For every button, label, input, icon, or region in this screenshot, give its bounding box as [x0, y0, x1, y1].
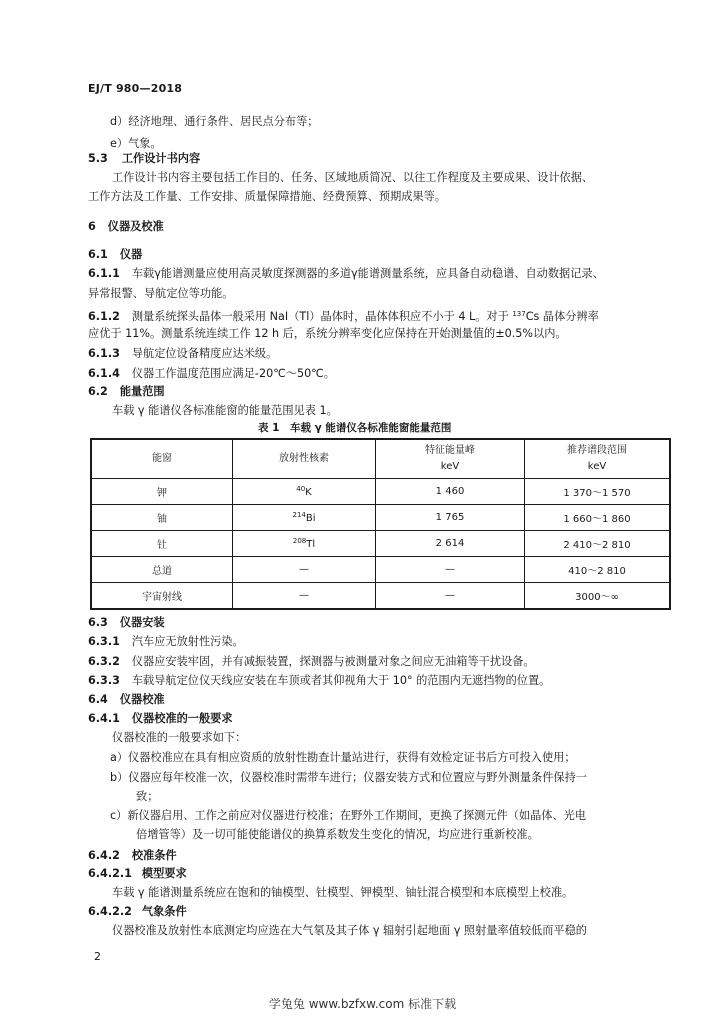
- section-number: 6: [88, 220, 96, 233]
- section-6-4-heading: [88, 692, 165, 707]
- section-6-4-2-1-heading: [88, 866, 187, 881]
- nuclide-symbol: Bi: [305, 513, 316, 524]
- clause-6-1-2: [88, 307, 599, 324]
- table-row: [91, 557, 670, 583]
- page-number: 2: [94, 950, 101, 963]
- paragraph-line: 应优于 11%。测量系统连续工作 12 h 后，系统分辨率变化应保持在开始测量值的±0.5%以内。: [88, 327, 567, 340]
- clause-text: 仪器工作温度范围应满足-20℃～50℃。: [131, 367, 335, 380]
- list-item-b-continued: 致；: [136, 790, 159, 803]
- list-item-a: a）仪器校准应在具有相应资质的放射性勘查计量站进行，获得有效检定证书后方可投入使用；: [110, 751, 576, 764]
- section-number: 6.4.1: [88, 712, 120, 725]
- section-title: 仪器安装: [119, 616, 165, 629]
- cell-nuclide: [233, 531, 376, 557]
- paragraph-line: 异常报警、导航定位等功能。: [88, 287, 234, 300]
- cell-peak: —: [376, 557, 525, 583]
- table-row: [91, 505, 670, 531]
- header-window: 能窗: [91, 439, 233, 479]
- cell-nuclide: —: [233, 557, 376, 583]
- table-row: [91, 479, 670, 505]
- cell-window: 总道: [91, 557, 233, 583]
- section-5-3-heading: [88, 151, 200, 166]
- clause-number: 6.1.2: [88, 310, 120, 323]
- section-6-4-2-2-heading: [88, 904, 187, 919]
- section-number: 6.4.2.1: [88, 867, 132, 880]
- section-number: 6.4: [88, 693, 108, 706]
- section-number: 6.4.2.2: [88, 905, 132, 918]
- cell-window: 宇宙射线: [91, 583, 233, 610]
- clause-text: 仪器应安装牢固，并有减振装置，探测器与被测量对象之间应无油箱等干扰设备。: [131, 655, 535, 668]
- cell-peak: 1 460: [376, 479, 525, 505]
- section-title: 模型要求: [141, 867, 187, 880]
- section-title: 能量范围: [119, 385, 165, 398]
- cell-range: 1 370～1 570: [525, 479, 671, 505]
- section-number: 5.3: [88, 152, 108, 165]
- section-title: 工作设计书内容: [121, 152, 201, 165]
- paragraph-line: 仪器校准及放射性本底测定均应选在大气氡及其子体 γ 辐射引起地面 γ 照射量率值较低而平稳的: [112, 924, 587, 937]
- header-peak-unit: keV: [440, 461, 460, 472]
- table-row: [91, 531, 670, 557]
- clause-6-1-1: [88, 266, 604, 281]
- section-title: 仪器及校准: [107, 220, 164, 233]
- clause-number: 6.1.4: [88, 367, 120, 380]
- section-6-3-heading: [88, 615, 165, 630]
- cell-nuclide: —: [233, 583, 376, 610]
- cell-window: 钾: [91, 479, 233, 505]
- section-6-2-heading: [88, 384, 165, 399]
- section-title: 仪器校准: [119, 693, 165, 706]
- header-range-label: 推荐谱段范围: [567, 445, 627, 456]
- clause-text: 汽车应无放射性污染。: [131, 635, 244, 648]
- clause-6-3-2: [88, 654, 535, 669]
- table-row: [91, 583, 670, 610]
- cell-range: 3000～∞: [525, 583, 671, 610]
- standard-code-header: EJ/T 980—2018: [88, 82, 183, 95]
- paragraph-line: 车载 γ 能谱仪各标准能窗的能量范围见表 1。: [112, 404, 338, 417]
- energy-window-table: [90, 438, 671, 610]
- mass-number: 208: [292, 537, 307, 545]
- section-6-1-heading: [88, 247, 142, 262]
- clause-number: 6.1.1: [88, 267, 120, 280]
- list-item-c-continued: 倍增管等）及一切可能使能谱仪的换算系数发生变化的情况，均应进行重新校准。: [136, 828, 539, 841]
- header-nuclide: 放射性核素: [233, 439, 376, 479]
- section-title: 气象条件: [141, 905, 187, 918]
- header-range: [525, 439, 671, 479]
- list-item-d: d）经济地理、通行条件、居民点分布等；: [110, 115, 319, 128]
- clause-6-1-3: [88, 346, 277, 361]
- section-title: 仪器校准的一般要求: [131, 712, 233, 725]
- section-number: 6.1: [88, 248, 108, 261]
- paragraph-line: 工作设计书内容主要包括工作目的、任务、区域地质简况、以往工作程度及主要成果、设计依据、: [112, 171, 594, 184]
- clause-6-1-4: [88, 366, 335, 381]
- cell-peak: —: [376, 583, 525, 610]
- cell-peak: 2 614: [376, 531, 525, 557]
- section-6-4-2-heading: [88, 848, 177, 863]
- clause-number: 6.3.2: [88, 655, 120, 668]
- clause-number: 6.3.1: [88, 635, 120, 648]
- clause-text: 测量系统探头晶体一般采用 NaI（Tl）晶体时，晶体体积应不小于 4 L。对于: [131, 310, 513, 323]
- section-title: 仪器: [119, 248, 143, 261]
- mass-number: 214: [292, 511, 306, 519]
- section-number: 6.2: [88, 385, 108, 398]
- header-peak: [376, 439, 525, 479]
- paragraph-line: 工作方法及工作量、工作安排、质量保障措施、经费预算、预期成果等。: [88, 190, 447, 203]
- clause-6-3-1: [88, 634, 244, 649]
- section-6-4-1-heading: [88, 711, 233, 726]
- list-item-c: c）新仪器启用、工作之前应对仪器进行校准；在野外工作期间，更换了探测元件（如晶体、光电: [110, 809, 587, 822]
- cell-nuclide: [233, 505, 376, 531]
- cell-range: 410～2 810: [525, 557, 671, 583]
- cell-window: 钍: [91, 531, 233, 557]
- cell-nuclide: [233, 479, 376, 505]
- clause-text: 导航定位设备精度应达米级。: [131, 347, 278, 360]
- cell-window: 铀: [91, 505, 233, 531]
- section-number: 6.3: [88, 616, 108, 629]
- clause-text: 车载导航定位仪天线应安装在车顶或者其仰视角大于 10° 的范围内无遮挡物的位置。: [131, 674, 551, 687]
- table-header-row: [91, 439, 670, 479]
- clause-number: 6.1.3: [88, 347, 120, 360]
- list-item-b: b）仪器应每年校准一次，仪器校准时需带车进行；仪器安装方式和位置应与野外测量条件保持一: [110, 771, 587, 784]
- clause-6-3-3: [88, 673, 550, 688]
- paragraph-line: 仪器校准的一般要求如下：: [112, 731, 247, 744]
- paragraph-line: 车载 γ 能谱测量系统应在饱和的铀模型、钍模型、钾模型、铀钍混合模型和本底模型上校准。: [112, 886, 574, 899]
- table-caption: 表 1 车载 γ 能谱仪各标准能窗能量范围: [258, 422, 452, 434]
- cell-range: 1 660～1 860: [525, 505, 671, 531]
- clause-text: 车载γ能谱测量应使用高灵敏度探测器的多道γ能谱测量系统，应具备自动稳谱、自动数据记录、: [131, 267, 604, 280]
- cell-range: 2 410～2 810: [525, 531, 671, 557]
- nuclide-symbol: K: [305, 487, 312, 498]
- clause-text: Cs 晶体分辨率: [525, 310, 599, 323]
- clause-number: 6.3.3: [88, 674, 120, 687]
- nuclide-symbol: Tl: [306, 539, 316, 550]
- isotope-mass-number: 137: [512, 310, 526, 318]
- cell-peak: 1 765: [376, 505, 525, 531]
- header-peak-label: 特征能量峰: [425, 445, 475, 456]
- section-number: 6.4.2: [88, 849, 120, 862]
- site-footer-watermark: 学兔兔 www.bzfxw.com 标准下载: [268, 997, 457, 1011]
- section-title: 校准条件: [131, 849, 177, 862]
- list-item-e: e）气象。: [110, 137, 162, 150]
- mass-number: 40: [296, 485, 306, 493]
- section-6-heading: [88, 219, 164, 234]
- header-range-unit: keV: [587, 461, 607, 472]
